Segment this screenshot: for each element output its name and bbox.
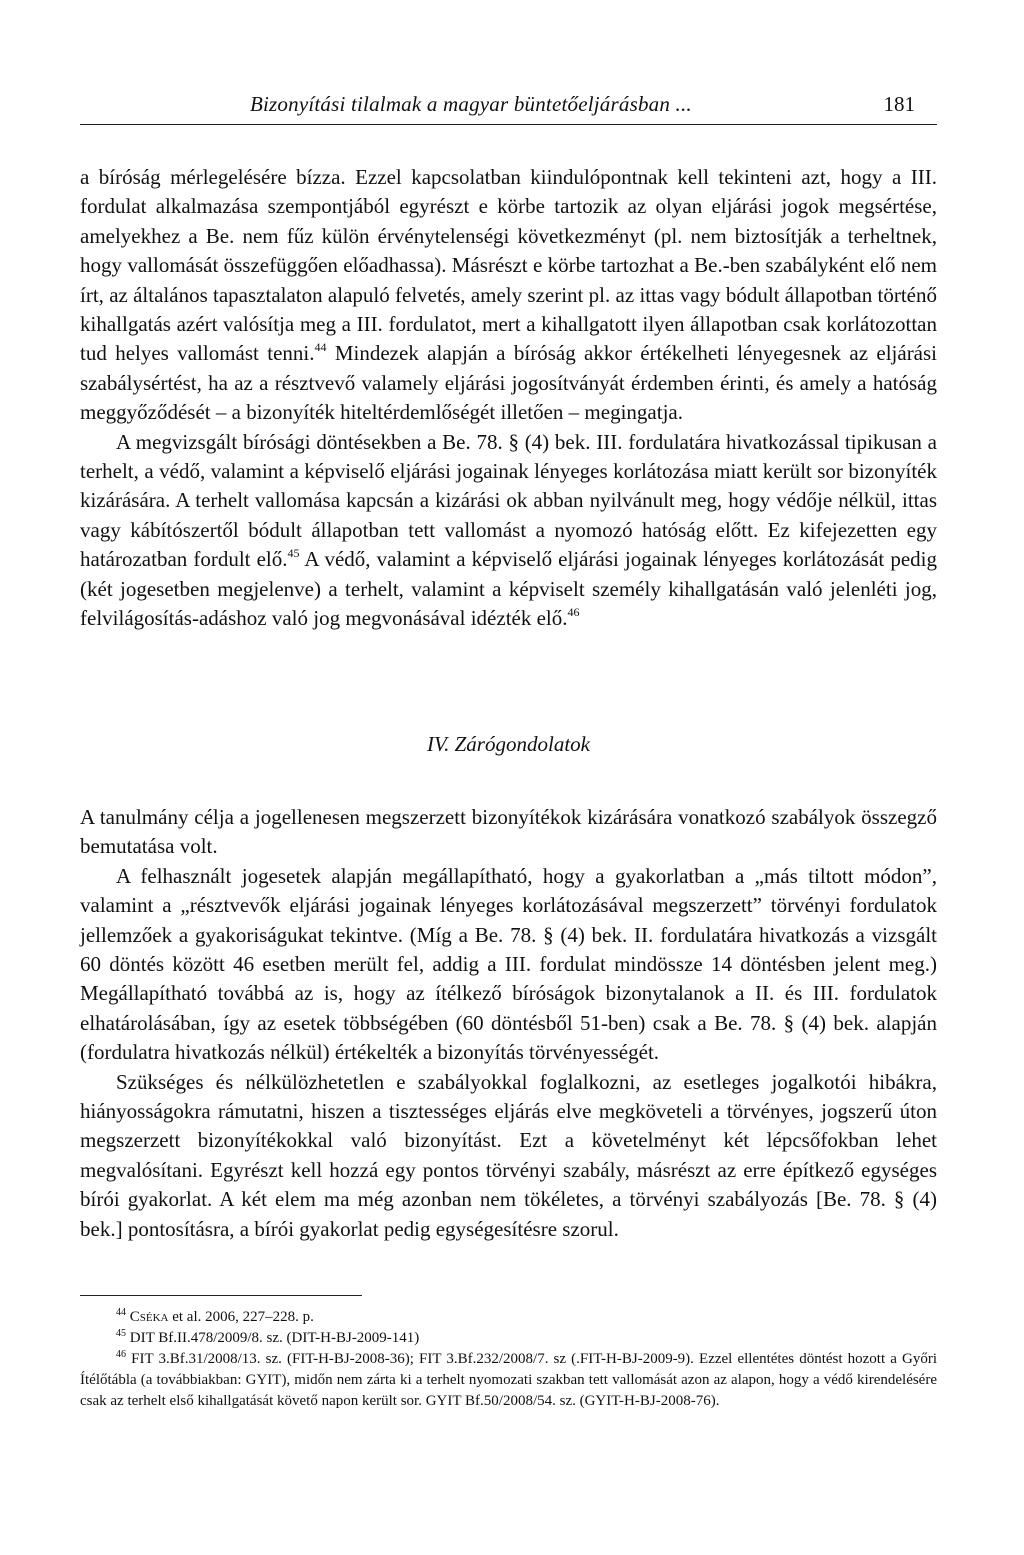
page-number: 181 bbox=[883, 92, 915, 116]
footnotes bbox=[80, 1307, 937, 1412]
paragraph-continued bbox=[80, 163, 937, 428]
paragraph-court-decisions bbox=[80, 428, 937, 634]
footnote-text: DIT Bf.II.478/2009/8. sz. (DIT-H-BJ-2009-141) bbox=[129, 1330, 420, 1346]
paragraph-text: a bíróság mérlegelésére bízza. Ezzel kapcsolatban kiindulópontnak kell tekinteni azt, hogy a III. fordulat alkalmazása szempontjából egyrészt e körbe tartozik az olyan eljárási jogok megsértése, amelyekhez a Be. nem fűz külön érvénytelenségi következményt (pl. nem biztosítják a terheltnek, hogy vallomását összefüggően előadhassa). Másrészt e körbe tartozhat a Be.-ben szabályként elő nem írt, az általános tapasztalaton alapuló felvetés, amely szerint pl. az ittas vagy bódult állapotban történő kihallgatás azért valósítja meg a III. fordulatot, mert a kihallgatott ilyen állapotban csak korlátozottan tud helyes vallomást tenni. bbox=[80, 165, 937, 366]
footnote-44 bbox=[80, 1307, 937, 1328]
paragraph-text: Mindezek alapján a bíróság akkor értékelheti lényegesnek az eljárási szabálysértést, ha az a résztvevő valamely eljárási jogosítványát érdemben érinti, és amely a hatóság meggyőződését – a bizonyíték hiteltérdemlőségét illetően – megingatja. bbox=[80, 341, 938, 425]
footnote-ref-45[interactable]: 45 bbox=[287, 546, 300, 561]
body-text bbox=[80, 163, 937, 634]
footnote-46 bbox=[80, 1349, 937, 1412]
paragraph-text: A védő, valamint a képviselő eljárási jogainak lényeges korlátozását pedig (két jogesetben megjelenve) a terhelt, valamint a képviselt személy kihallgatásán való jelenléti jog, felvilágosítás-adáshoz való jog megvonásával idézték elő. bbox=[80, 547, 937, 631]
footnote-number: 45 bbox=[116, 1328, 126, 1339]
footnote-ref-46[interactable]: 46 bbox=[567, 605, 580, 620]
section-heading: IV. Zárógondolatok bbox=[427, 732, 590, 756]
running-header bbox=[80, 84, 937, 125]
section-body bbox=[80, 803, 937, 1244]
running-title: Bizonyítási tilalmak a magyar büntetőeljárásban ... bbox=[250, 92, 692, 116]
paragraph-aim: A tanulmány célja a jogellenesen megszerzett bizonyítékok kizárására vonatkozó szabályok összegző bemutatása volt. bbox=[80, 805, 937, 859]
footnote-45 bbox=[80, 1328, 937, 1349]
paragraph-findings: A felhasznált jogesetek alapján megállapítható, hogy a gyakorlatban a „más tiltott módon”, valamint a „résztvevők eljárási jogainak lényeges korlátozásával megszerzett” törvényi fordulatok jellemzőek a gyakoriságukat tekintve. (Míg a Be. 78. § (4) bek. II. fordulatára hivatkozás a vizsgált 60 döntés között 46 esetben merült fel, addig a III. fordulat mindössze 14 döntésben jelent meg.) Megállapítható továbbá az is, hogy az ítélkező bíróságok bizonytalanok a II. és III. fordulatok elhatárolásában, így az esetek többségében (60 döntésből 51-ben) csak a Be. 78. § (4) bek. alapján (fordulatra hivatkozás nélkül) értékelték a bizonyítás törvényességét. bbox=[80, 863, 937, 1065]
footnote-author: Cséka bbox=[129, 1309, 169, 1325]
footnote-separator bbox=[80, 1295, 362, 1296]
footnote-text: FIT 3.Bf.31/2008/13. sz. (FIT-H-BJ-2008-36); FIT 3.Bf.232/2008/7. sz (.FIT-H-BJ-2009-9). Ezzel ellentétes döntést hozott a Győri Ítélőtábla (a továbbiakban: GYIT), midőn nem zárta ki a terhelt nyomozati szakban tett vallomását azon az alapon, hogy a védő kirendelésére csak az terhelt első kihallgatását követő napon került sor. GYIT Bf.50/2008/54. sz. (GYIT-H-BJ-2008-76). bbox=[80, 1351, 937, 1409]
paragraph-text: A megvizsgált bírósági döntésekben a Be. 78. § (4) bek. III. fordulatára hivatkozással tipikusan a terhelt, a védő, valamint a képviselő eljárási jogainak lényeges korlátozása miatt került sor bizonyíték kizárására. A terhelt vallomása kapcsán a kizárási ok abban nyilvánult meg, hogy védője nélkül, ittas vagy kábítószertől bódult állapotban tett vallomást a nyomozó hatóság előtt. Ez kifejezetten egy határozatban fordult elő. bbox=[80, 429, 937, 572]
footnote-text: et al. 2006, 227–228. p. bbox=[168, 1309, 314, 1325]
paragraph-conclusion: Szükséges és nélkülözhetetlen e szabályokkal foglalkozni, az esetleges jogalkotói hibákra, hiányosságokra rámutatni, hiszen a tisztességes eljárás elve megköveteli a törvényes, jogszerű úton megszerzett bizonyítékokkal való bizonyítást. Ezt a követelményt két lépcsőfokban lehet megvalósítani. Egyrészt kell hozzá egy pontos törvényi szabály, másrészt az erre építkező egységes bírói gyakorlat. A két elem ma még azonban nem tökéletes, a törvényi szabályozás [Be. 78. § (4) bek.] pontosításra, a bírói gyakorlat pedig egységesítésre szorul. bbox=[80, 1069, 937, 1241]
footnote-number: 44 bbox=[116, 1307, 126, 1318]
footnote-ref-44[interactable]: 44 bbox=[314, 340, 327, 355]
footnote-number: 46 bbox=[116, 1349, 126, 1360]
